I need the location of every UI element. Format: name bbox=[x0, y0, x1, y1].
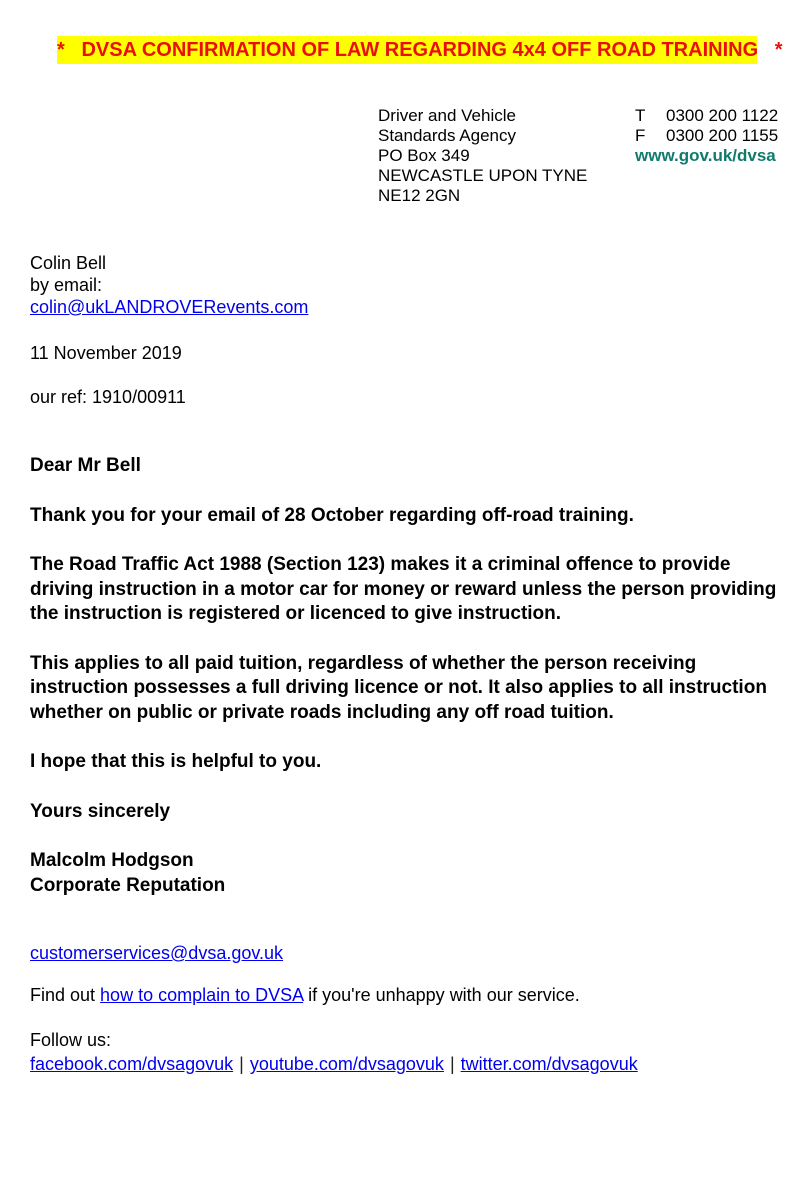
website-row bbox=[635, 146, 778, 166]
agency-contact-block bbox=[635, 106, 778, 206]
social-separator: | bbox=[239, 1054, 244, 1074]
phone-row bbox=[635, 106, 778, 126]
agency-address-block bbox=[378, 106, 610, 206]
closing: Yours sincerely bbox=[30, 800, 171, 822]
phone-label: T bbox=[635, 106, 646, 125]
contact-email-row bbox=[30, 942, 783, 964]
recipient-email-row bbox=[30, 296, 783, 318]
body-paragraph: This applies to all paid tuition, regardless of whether the person receiving instruction possesses a full driving licence or not. It also applies to all instruction whether on public or private roads including any off road tuition. bbox=[30, 652, 767, 723]
social-link-twitter[interactable]: twitter.com/dvsagovuk bbox=[460, 1054, 638, 1074]
letter-date: 11 November 2019 bbox=[30, 343, 182, 363]
social-separator: | bbox=[449, 1054, 455, 1074]
follow-label: Follow us: bbox=[30, 1030, 112, 1050]
signature-name: Malcolm Hodgson bbox=[30, 850, 194, 871]
complaint-link[interactable]: how to complain to DVSA bbox=[100, 985, 304, 1005]
recipient-name: Colin Bell bbox=[30, 253, 107, 273]
letter-page bbox=[0, 36, 812, 1188]
subject-banner: * DVSA CONFIRMATION OF LAW REGARDING 4x4 OFF ROAD TRAINING * bbox=[57, 36, 757, 64]
agency-address-line: NE12 2GN bbox=[378, 186, 461, 205]
social-link-facebook[interactable]: facebook.com/dvsagovuk bbox=[30, 1054, 234, 1074]
contact-email-link[interactable]: customerservices@dvsa.gov.uk bbox=[30, 943, 284, 963]
body-paragraph: The Road Traffic Act 1988 (Section 123) makes it a criminal offence to provide driving instruction in a motor car for money or reward unless the person providing the instruction is registered or licenced to give instruction. bbox=[30, 554, 777, 624]
body-paragraph: Thank you for your email of 28 October regarding off-road training. bbox=[30, 504, 634, 526]
complaint-suffix: if you're unhappy with our service. bbox=[303, 985, 580, 1005]
agency-address-line: Standards Agency bbox=[378, 126, 516, 145]
website-link[interactable]: www.gov.uk/dvsa bbox=[635, 146, 776, 165]
agency-address-line: PO Box 349 bbox=[378, 146, 470, 165]
social-link-youtube[interactable]: youtube.com/dvsagovuk bbox=[249, 1054, 444, 1074]
agency-address-line: NEWCASTLE UPON TYNE bbox=[378, 166, 588, 185]
fax-row bbox=[635, 126, 778, 146]
agency-address-line: Driver and Vehicle bbox=[378, 106, 516, 125]
reference-number: our ref: 1910/00911 bbox=[30, 387, 186, 407]
recipient-block bbox=[30, 252, 783, 318]
recipient-delivery-method: by email: bbox=[30, 275, 103, 295]
letter-body bbox=[30, 454, 783, 898]
complaint-prefix: Find out bbox=[30, 985, 101, 1005]
body-paragraph: I hope that this is helpful to you. bbox=[30, 751, 322, 772]
social-links-row bbox=[30, 1052, 783, 1076]
follow-block bbox=[30, 1028, 783, 1076]
fax-label: F bbox=[635, 126, 646, 145]
complaint-line bbox=[30, 984, 783, 1006]
signature-block bbox=[30, 849, 783, 898]
fax-number: 0300 200 1155 bbox=[666, 126, 779, 145]
salutation: Dear Mr Bell bbox=[30, 455, 141, 476]
phone-number: 0300 200 1122 bbox=[666, 106, 779, 125]
signature-title: Corporate Reputation bbox=[30, 874, 226, 896]
letterhead bbox=[30, 106, 783, 206]
recipient-email-link[interactable]: colin@ukLANDROVERevents.com bbox=[30, 297, 309, 317]
